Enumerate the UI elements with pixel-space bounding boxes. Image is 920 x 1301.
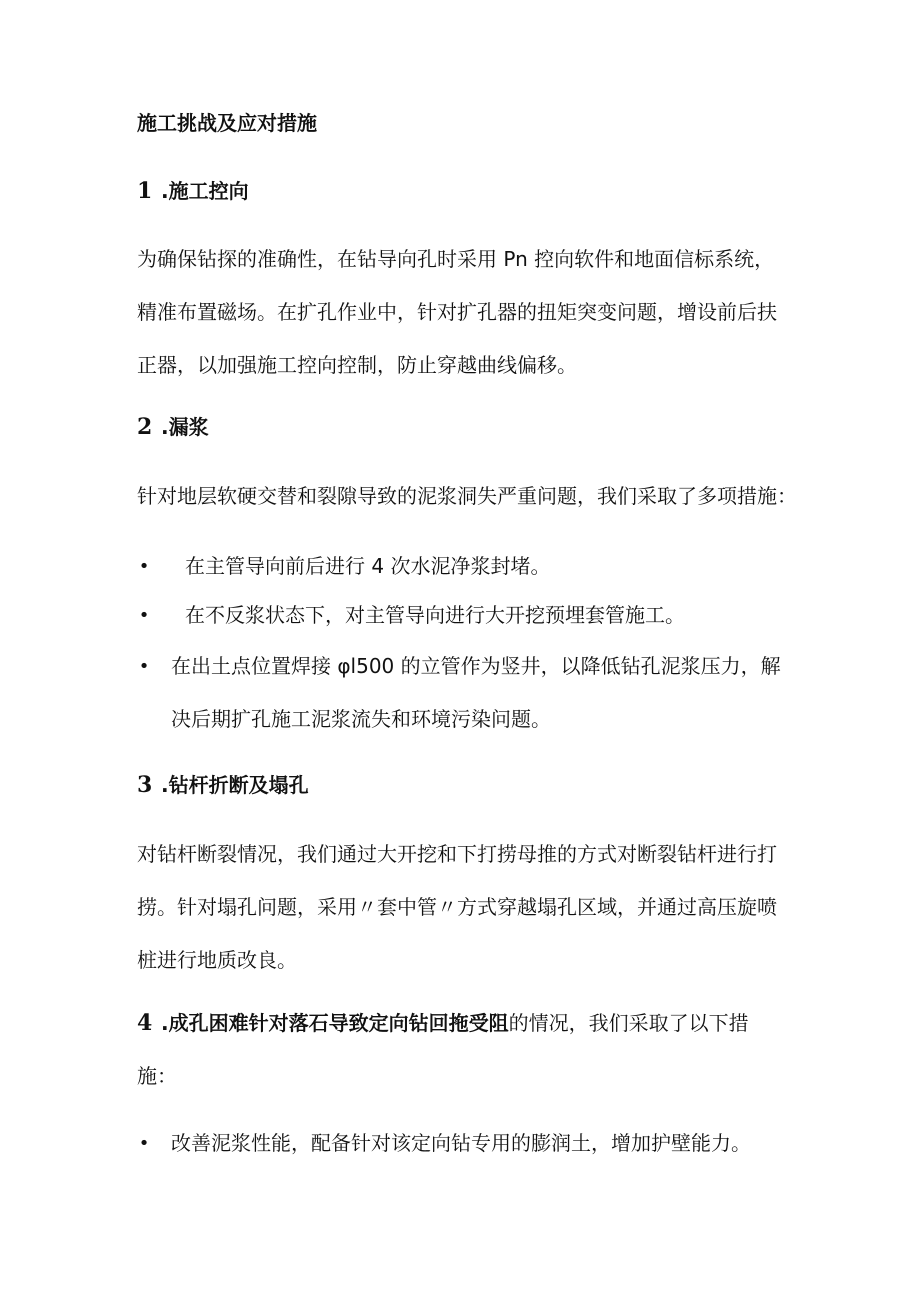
section-number: 4	[137, 1010, 153, 1036]
section-heading-1	[137, 176, 249, 206]
section-2-paragraph	[137, 470, 797, 523]
list-item-text: 改善泥浆性能，配备针对该定向钻专用的膨润土，增加护壁能力。	[171, 1131, 751, 1155]
bullet-icon: •	[138, 605, 150, 626]
list-item-text: 决后期扩孔施工泥浆流失和环境污染问题。	[171, 707, 551, 731]
list-item	[137, 540, 797, 593]
list-item	[137, 589, 797, 642]
section-title: .钻杆折断及塌孔	[161, 773, 309, 797]
section-title-tail: 的情况，我们采取了以下措	[508, 1011, 749, 1035]
section-1-paragraph	[137, 233, 797, 392]
section-3-paragraph	[137, 828, 797, 987]
list-item-text: 在不反浆状态下，对主管导向进行大开挖预埋套管施工。	[185, 603, 685, 627]
list-item	[137, 1117, 797, 1170]
section-number: 3	[137, 772, 153, 798]
paragraph-line: 精准布置磁场。在扩孔作业中，针对扩孔器的扭矩突变问题，增设前后扶	[137, 300, 777, 324]
list-item-text: 在出土点位置焊接 φl500 的立管作为竖井，以降低钻孔泥浆压力，解	[171, 654, 781, 678]
section-title: .漏浆	[161, 415, 209, 439]
paragraph-line: 针对地层软硬交替和裂隙导致的泥浆洞失严重问题，我们采取了多项措施：	[137, 484, 797, 508]
bullet-icon: •	[138, 556, 150, 577]
section-number: 2	[137, 414, 153, 440]
section-heading-4	[137, 1008, 749, 1038]
section-4-heading-continuation	[137, 1050, 797, 1103]
section-heading-2	[137, 412, 209, 442]
bullet-icon: •	[138, 656, 150, 677]
bullet-icon: •	[138, 1133, 150, 1154]
paragraph-line: 为确保钻探的准确性，在钻导向孔时采用 Pn 控向软件和地面信标系统，	[137, 247, 775, 271]
paragraph-line: 正器，以加强施工控向控制，防止穿越曲线偏移。	[137, 353, 577, 377]
list-item	[137, 640, 797, 746]
paragraph-line: 对钻杆断裂情况，我们通过大开挖和下打捞母推的方式对断裂钻杆进行打	[137, 842, 777, 866]
list-item-text: 在主管导向前后进行 4 次水泥净浆封堵。	[185, 554, 551, 578]
paragraph-line: 施：	[137, 1064, 177, 1088]
section-title: .成孔困难针对落石导致定向钻回拖受阻	[161, 1011, 509, 1035]
paragraph-line: 捞。针对塌孔问题，采用〃套中管〃方式穿越塌孔区域，并通过高压旋喷	[137, 895, 777, 919]
paragraph-line: 桩进行地质改良。	[137, 948, 297, 972]
section-heading-3	[137, 770, 309, 800]
section-title: .施工控向	[161, 179, 249, 203]
section-number: 1	[137, 178, 153, 204]
page-title: 施工挑战及应对措施	[137, 111, 317, 135]
